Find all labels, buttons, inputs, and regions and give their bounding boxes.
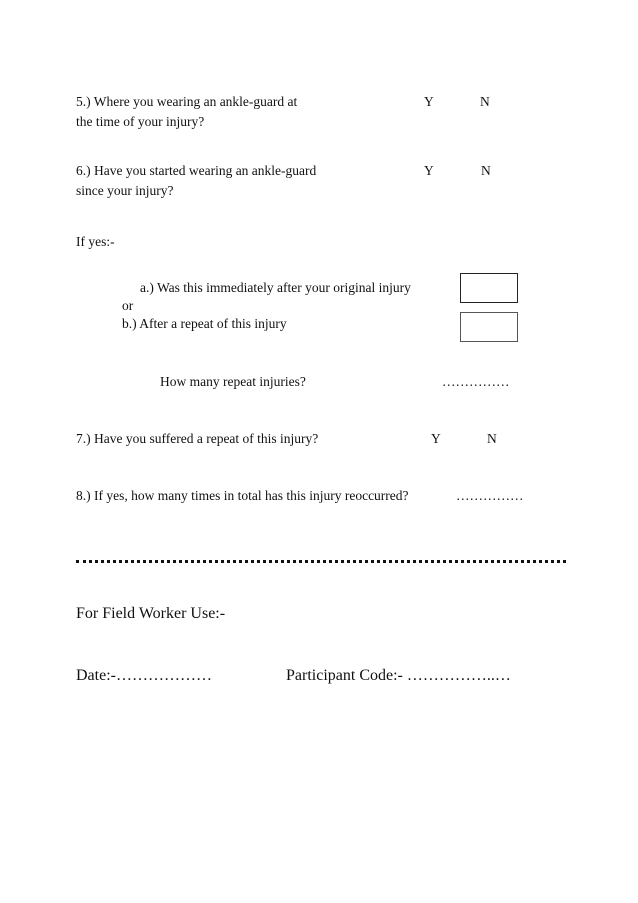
participant-code-field[interactable]: Participant Code:- ……………..… xyxy=(286,667,511,684)
option-b-label: b.) After a repeat of this injury xyxy=(122,316,287,331)
q6-no-option[interactable]: N xyxy=(481,163,491,178)
if-yes-label: If yes:- xyxy=(76,234,115,249)
option-a-checkbox[interactable] xyxy=(460,273,518,303)
option-b-checkbox[interactable] xyxy=(460,312,518,342)
q7-no-option[interactable]: N xyxy=(487,431,497,446)
q5-no-option[interactable]: N xyxy=(480,94,490,109)
dotted-divider xyxy=(76,560,566,563)
q5-line1: 5.) Where you wearing an ankle-guard at xyxy=(76,94,298,109)
date-field[interactable]: Date:-……………… xyxy=(76,667,212,684)
q7-text: 7.) Have you suffered a repeat of this injury? xyxy=(76,431,319,446)
option-a-label: a.) Was this immediately after your original injury xyxy=(140,280,411,295)
or-label: or xyxy=(122,298,134,313)
q7-yes-option[interactable]: Y xyxy=(431,431,441,446)
q8-text: 8.) If yes, how many times in total has this injury reoccurred? xyxy=(76,488,409,503)
q6-yes-option[interactable]: Y xyxy=(424,163,434,178)
repeat-injuries-blank[interactable]: …………… xyxy=(442,374,510,389)
q5-line2: the time of your injury? xyxy=(76,114,205,129)
field-worker-heading: For Field Worker Use:- xyxy=(76,605,226,622)
q5-yes-option[interactable]: Y xyxy=(424,94,434,109)
q6-line1: 6.) Have you started wearing an ankle-guard xyxy=(76,163,317,178)
q8-blank[interactable]: …………… xyxy=(456,488,524,503)
q6-line2: since your injury? xyxy=(76,183,174,198)
repeat-injuries-label: How many repeat injuries? xyxy=(160,374,306,389)
